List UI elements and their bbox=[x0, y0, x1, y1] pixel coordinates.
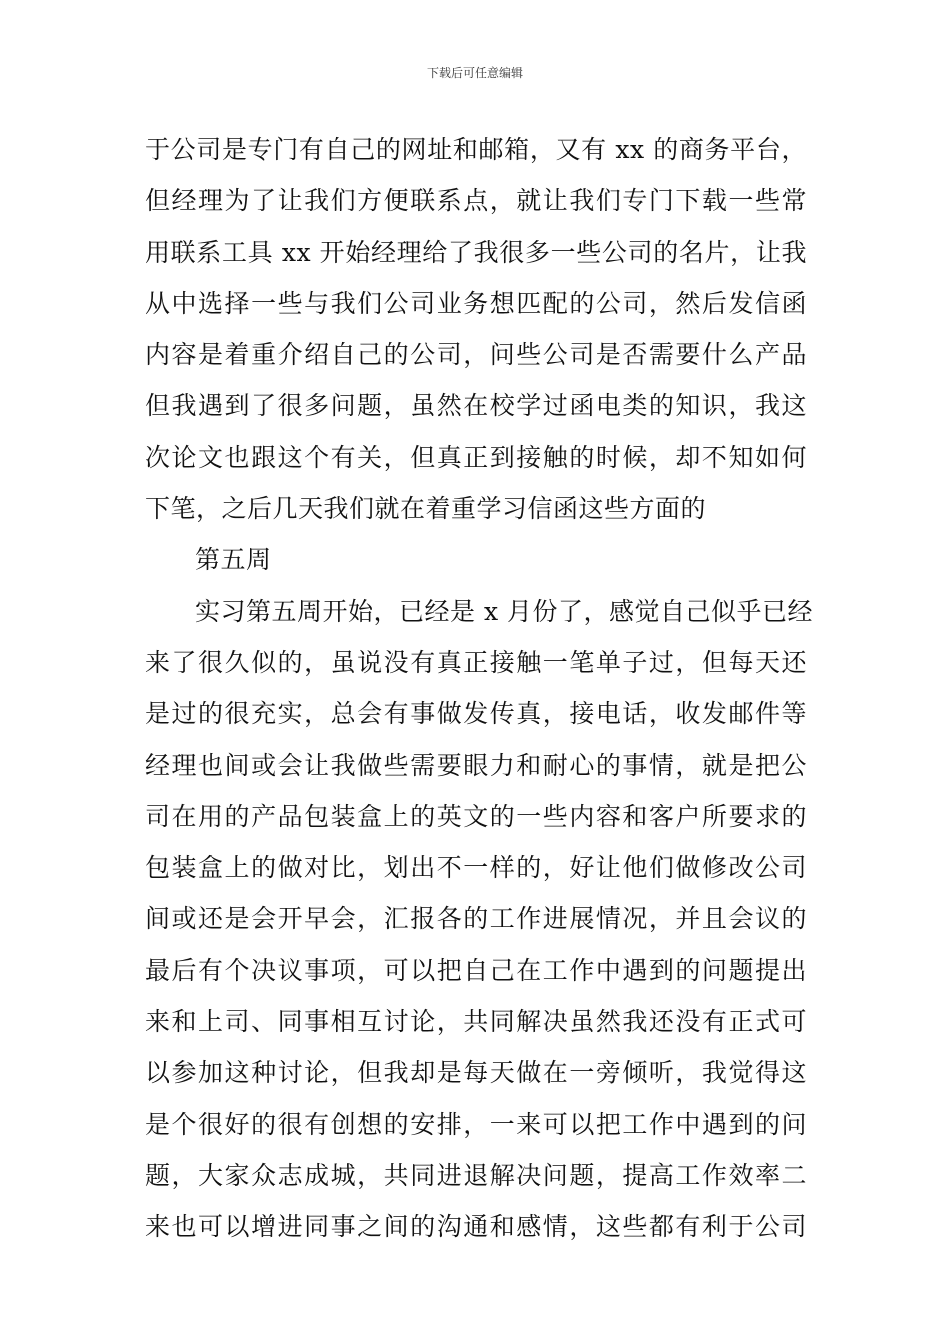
text-line: 来和上司、同事相互讨论，共同解决虽然我还没有正式可 bbox=[145, 1007, 807, 1037]
text-line: 来了很久似的，虽说没有真正接触一笔单子过，但每天还 bbox=[145, 647, 807, 677]
text-line: 但经理为了让我们方便联系点，就让我们专门下载一些常 bbox=[145, 186, 807, 216]
section-heading: 第五周 bbox=[195, 545, 272, 575]
text-line: 司在用的产品包装盒上的英文的一些内容和客户所要求的 bbox=[145, 801, 807, 831]
text-line: 最后有个决议事项，可以把自己在工作中遇到的问题提出 bbox=[145, 955, 807, 985]
text-line: 题，大家众志成城，共同进退解决问题，提高工作效率二 bbox=[145, 1160, 807, 1190]
page-header: 下载后可任意编辑 bbox=[426, 66, 523, 80]
text-line: 用联系工具 xx 开始经理给了我很多一些公司的名片，让我 bbox=[145, 237, 807, 267]
text-line: 下笔，之后几天我们就在着重学习信函这些方面的 bbox=[145, 494, 707, 524]
text-line: 以参加这种讨论，但我却是每天做在一旁倾听，我觉得这 bbox=[145, 1058, 807, 1088]
text-line: 包装盒上的做对比，划出不一样的，好让他们做修改公司 bbox=[145, 853, 807, 883]
document-body bbox=[145, 124, 813, 1253]
text-line: 内容是着重介绍自己的公司，问些公司是否需要什么产品 bbox=[145, 340, 807, 370]
text-line: 但我遇到了很多问题，虽然在校学过函电类的知识，我这 bbox=[145, 391, 807, 421]
text-line: 间或还是会开早会，汇报各的工作进展情况，并且会议的 bbox=[145, 904, 807, 934]
text-line: 经理也间或会让我做些需要眼力和耐心的事情，就是把公 bbox=[145, 750, 807, 780]
text-line: 次论文也跟这个有关，但真正到接触的时候，却不知如何 bbox=[145, 442, 807, 472]
text-line: 于公司是专门有自己的网址和邮箱，又有 xx 的商务平台， bbox=[145, 135, 807, 164]
text-line: 来也可以增进同事之间的沟通和感情，这些都有利于公司 bbox=[145, 1212, 807, 1242]
text-line: 是个很好的很有创想的安排，一来可以把工作中遇到的问 bbox=[145, 1109, 807, 1139]
text-line: 是过的很充实，总会有事做发传真，接电话，收发邮件等 bbox=[145, 699, 807, 729]
text-line: 从中选择一些与我们公司业务想匹配的公司，然后发信函 bbox=[145, 288, 807, 318]
text-line: 实习第五周开始，已经是 x 月份了，感觉自己似乎已经 bbox=[195, 596, 813, 626]
